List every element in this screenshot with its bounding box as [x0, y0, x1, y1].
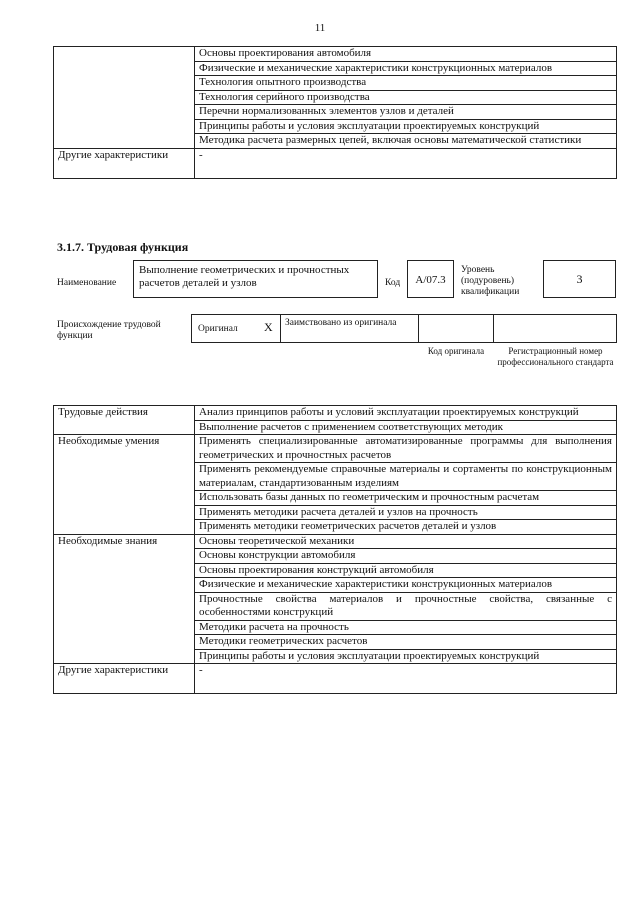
knowledge-item: Технология серийного производства [195, 90, 617, 105]
knowledge-item: Прочностные свойства материалов и прочностные свойства, связанные с особенностями конструкций [195, 592, 617, 620]
other-characteristics-label: Другие характеристики [54, 664, 195, 694]
knowledge-item: Основы теоретической механики [195, 534, 617, 549]
action-item: Анализ принципов работы и условий эксплуатации проектируемых конструкций [195, 406, 617, 421]
reg-number-caption: Регистрационный номер профессионального стандарта [497, 346, 614, 367]
other-characteristics-value: - [195, 148, 617, 178]
skills-label: Необходимые умения [54, 435, 195, 535]
function-details-table [53, 405, 617, 694]
other-characteristics-label: Другие характеристики [54, 148, 195, 178]
actions-label: Трудовые действия [54, 406, 195, 435]
level-label: Уровень (подуровень) квалификации [461, 265, 520, 297]
knowledge-item: Основы проектирования конструкций автомобиля [195, 563, 617, 578]
code-box [407, 260, 454, 298]
knowledge-item: Основы конструкции автомобиля [195, 549, 617, 564]
code-label: Код [385, 278, 401, 288]
knowledge-item: Методики геометрических расчетов [195, 635, 617, 650]
action-item: Выполнение расчетов с применением соответствующих методик [195, 420, 617, 435]
knowledge-label: Необходимые знания [54, 534, 195, 664]
page-number: 11 [314, 22, 326, 34]
function-name-box [133, 260, 378, 298]
knowledge-item: Методика расчета размерных цепей, включая основы математической статистики [195, 134, 617, 149]
origin-label: Происхождение трудовой функции [57, 320, 161, 341]
level-box [543, 260, 616, 298]
skill-item: Использовать базы данных по геометрическим и прочностным расчетам [195, 491, 617, 506]
knowledge-item: Принципы работы и условия эксплуатации проектируемых конструкций [195, 119, 617, 134]
knowledge-item: Физические и механические характеристики конструкционных материалов [195, 578, 617, 593]
skill-item: Применять специализированные автоматизированные программы для выполнения геометрических и прочностных расчетов [195, 435, 617, 463]
skill-item: Применять рекомендуемые справочные материалы и сортаменты по конструкционным материалам, стандартизованным изделиям [195, 463, 617, 491]
knowledge-item: Технология опытного производства [195, 76, 617, 91]
skill-item: Применять методики расчета деталей и узлов на прочность [195, 505, 617, 520]
knowledge-item: Методики расчета на прочность [195, 620, 617, 635]
name-label: Наименование [57, 278, 117, 288]
knowledge-item: Принципы работы и условия эксплуатации проектируемых конструкций [195, 649, 617, 664]
level-value: 3 [576, 272, 583, 286]
origin-row [191, 314, 617, 343]
reg-number-cell [493, 314, 617, 343]
code-original-caption: Код оригинала [427, 346, 485, 356]
borrowed-label: Заимствовано из оригинала [285, 318, 397, 328]
code-value: А/07.3 [415, 274, 446, 286]
other-characteristics-value: - [195, 664, 617, 694]
knowledge-item: Физические и механические характеристики конструкционных материалов [195, 61, 617, 76]
original-mark: X [264, 320, 273, 334]
function-name-value: Выполнение геометрических и прочностных расчетов деталей и узлов [139, 264, 350, 289]
skill-item: Применять методики геометрических расчетов деталей и узлов [195, 520, 617, 535]
section-title: 3.1.7. Трудовая функция [57, 240, 189, 254]
knowledge-item: Перечни нормализованных элементов узлов и деталей [195, 105, 617, 120]
knowledge-item: Основы проектирования автомобиля [195, 47, 617, 62]
knowledge-continued-label [54, 47, 195, 149]
borrowed-cell [280, 314, 419, 343]
original-cell [191, 314, 281, 343]
original-label: Оригинал [198, 324, 238, 334]
knowledge-table-continued [53, 46, 617, 179]
code-original-cell [418, 314, 494, 343]
